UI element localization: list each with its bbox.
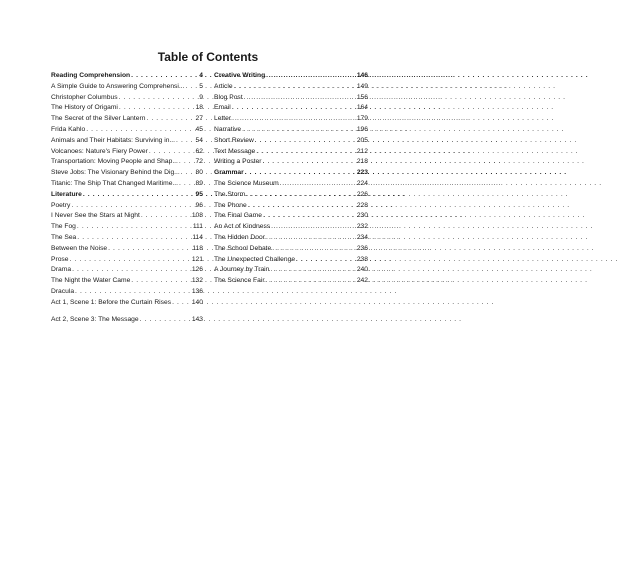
toc-entry-label: Email bbox=[214, 104, 231, 112]
dot-leader bbox=[184, 82, 197, 93]
dot-leader bbox=[244, 168, 355, 179]
dot-leader bbox=[245, 190, 355, 201]
toc-entry[interactable] bbox=[214, 233, 368, 244]
toc-entry[interactable] bbox=[214, 103, 368, 114]
dot-leader bbox=[130, 71, 197, 82]
toc-entry-page: 179 bbox=[356, 115, 368, 123]
toc-entry-page: 45 bbox=[195, 125, 203, 133]
toc-entry[interactable] bbox=[51, 298, 203, 312]
toc-entry-page: 132 bbox=[191, 277, 203, 285]
toc-entry-label: I Never See the Stars at Night bbox=[51, 212, 140, 220]
toc-entry-page: 196 bbox=[356, 125, 368, 133]
toc-entry[interactable] bbox=[214, 255, 368, 266]
toc-entry-label: Article bbox=[214, 82, 233, 90]
dot-leader bbox=[130, 276, 190, 287]
dot-leader bbox=[76, 233, 190, 244]
toc-left-column bbox=[51, 71, 203, 326]
dot-leader bbox=[270, 222, 355, 233]
toc-entry-label: The Fog bbox=[51, 223, 76, 231]
dot-leader bbox=[118, 93, 198, 104]
dot-leader bbox=[271, 244, 355, 255]
toc-entry-label: The Night the Water Came bbox=[51, 277, 131, 285]
dot-leader bbox=[231, 114, 355, 125]
toc-entry[interactable] bbox=[214, 201, 368, 212]
toc-entry-page: 108 bbox=[191, 212, 203, 220]
toc-entry-page: 240 bbox=[356, 266, 368, 274]
toc-entry-label: Creative Writing bbox=[214, 72, 266, 79]
toc-entry[interactable] bbox=[51, 71, 203, 82]
dot-leader bbox=[255, 147, 355, 158]
toc-entry-label: The School Debate bbox=[214, 244, 272, 252]
toc-entry-page: 9 bbox=[199, 93, 203, 101]
toc-entry-page: 62 bbox=[195, 147, 203, 155]
toc-entry[interactable] bbox=[214, 71, 368, 82]
toc-entry-label: Transportation: Moving People and Shap... bbox=[51, 158, 178, 166]
toc-entry-label: The History of Origami bbox=[51, 104, 118, 112]
toc-right-column bbox=[214, 71, 368, 287]
toc-entry[interactable] bbox=[51, 201, 203, 212]
toc-entry-label: The Unexpected Challenge bbox=[214, 255, 296, 263]
dot-leader bbox=[139, 315, 190, 326]
toc-entry[interactable] bbox=[214, 265, 368, 276]
toc-entry-label: Between the Noise bbox=[51, 244, 108, 252]
toc-entry-page: 212 bbox=[356, 147, 368, 155]
dot-leader bbox=[231, 103, 355, 114]
toc-entry-page: 72 bbox=[195, 158, 203, 166]
toc-entry-label: Text Message bbox=[214, 147, 256, 155]
toc-entry-page: 80 bbox=[195, 169, 203, 177]
toc-entry-label: Prose bbox=[51, 255, 69, 263]
toc-entry-page: 96 bbox=[195, 201, 203, 209]
toc-entry-label: Blog Post bbox=[214, 93, 243, 101]
toc-entry[interactable] bbox=[51, 211, 203, 222]
dot-leader bbox=[118, 103, 194, 114]
dot-leader bbox=[269, 265, 354, 276]
toc-entry-page: 89 bbox=[195, 179, 203, 187]
toc-entry-page: 223 bbox=[356, 169, 368, 177]
toc-entry[interactable] bbox=[51, 168, 203, 179]
toc-entry-label: The Phone bbox=[214, 201, 247, 209]
toc-entry-page: 226 bbox=[356, 190, 368, 198]
dot-leader bbox=[262, 211, 355, 222]
toc-entry[interactable] bbox=[214, 93, 368, 104]
toc-entry-page: 242 bbox=[356, 277, 368, 285]
toc-entry-page: 232 bbox=[356, 223, 368, 231]
toc-entry[interactable] bbox=[51, 82, 203, 93]
dot-leader bbox=[180, 168, 194, 179]
toc-entry-page: 149 bbox=[356, 82, 368, 90]
toc-entry-page: 118 bbox=[192, 244, 203, 252]
dot-leader bbox=[145, 114, 193, 125]
toc-entry-page: 95 bbox=[195, 190, 203, 198]
toc-entry[interactable] bbox=[214, 157, 368, 168]
toc-entry-label: The Hidden Door bbox=[214, 233, 265, 241]
toc-entry[interactable] bbox=[51, 190, 203, 201]
dot-leader bbox=[76, 222, 191, 233]
toc-entry-label: Drama bbox=[51, 266, 72, 274]
toc-entry[interactable] bbox=[51, 125, 203, 136]
toc-entry[interactable] bbox=[214, 244, 368, 255]
toc-entry[interactable] bbox=[51, 315, 203, 326]
toc-entry-label: Reading Comprehension bbox=[51, 72, 131, 79]
toc-entry[interactable] bbox=[214, 168, 368, 179]
dot-leader bbox=[241, 125, 355, 136]
toc-entry[interactable] bbox=[51, 287, 203, 298]
dot-leader bbox=[265, 71, 355, 82]
dot-leader bbox=[265, 276, 355, 287]
toc-entry-page: 230 bbox=[356, 212, 368, 220]
toc-entry[interactable] bbox=[51, 244, 203, 255]
toc-entry-label: The Science Fair bbox=[214, 277, 265, 285]
toc-entry-label: The Final Game bbox=[214, 212, 262, 220]
dot-leader bbox=[265, 233, 355, 244]
toc-entry-label: Volcanoes: Nature's Fiery Power bbox=[51, 147, 148, 155]
toc-entry-page: 143 bbox=[191, 315, 203, 323]
toc-entry-label: The Science Museum bbox=[214, 179, 279, 187]
toc-entry[interactable] bbox=[214, 222, 368, 233]
toc-entry-label: Literature bbox=[51, 190, 82, 198]
toc-entry-label: Animals and Their Habitats: Surviving in... bbox=[51, 136, 176, 144]
toc-entry-label: Grammar bbox=[214, 169, 244, 177]
toc-entry-page: 136 bbox=[191, 287, 203, 295]
toc-entry-page: 146 bbox=[356, 72, 368, 79]
toc-entry-label: A Journey by Train bbox=[214, 266, 270, 274]
toc-entry[interactable] bbox=[214, 211, 368, 222]
dot-leader bbox=[233, 82, 355, 93]
toc-entry-page: 224 bbox=[356, 179, 368, 187]
dot-leader bbox=[247, 201, 355, 212]
toc-entry-label: Act 2, Scene 3: The Message bbox=[51, 315, 139, 323]
dot-leader bbox=[178, 179, 194, 190]
toc-entry-label: Short Review bbox=[214, 136, 254, 144]
toc-entry[interactable] bbox=[51, 222, 203, 233]
dot-leader bbox=[107, 244, 190, 255]
toc-entry[interactable] bbox=[214, 179, 368, 190]
toc-entry-page: 140 bbox=[191, 298, 203, 306]
toc-entry-label: An Act of Kindness bbox=[214, 223, 271, 231]
toc-entry-page: 218 bbox=[356, 158, 368, 166]
dot-leader bbox=[175, 136, 194, 147]
dot-leader bbox=[74, 287, 190, 298]
toc-entry-label: Frida Kahlo bbox=[51, 125, 86, 133]
toc-entry-page: 205 bbox=[356, 136, 368, 144]
toc-entry[interactable] bbox=[51, 179, 203, 190]
dot-leader bbox=[295, 255, 355, 266]
dot-leader bbox=[85, 125, 193, 136]
toc-entry-label: Narrative bbox=[214, 125, 242, 133]
toc-entry-label: Act 1, Scene 1: Before the Curtain Rises bbox=[51, 298, 172, 306]
toc-entry-page: 27 bbox=[195, 115, 203, 123]
toc-entry-page: 164 bbox=[356, 104, 368, 112]
toc-entry-label: Titanic: The Ship That Changed Maritime... bbox=[51, 179, 178, 187]
toc-entry-label: The Sea bbox=[51, 233, 77, 241]
toc-entry[interactable] bbox=[214, 190, 368, 201]
dot-leader bbox=[82, 190, 194, 201]
toc-entry-label: A Simple Guide to Answering Comprehensi... bbox=[51, 82, 185, 90]
dot-leader bbox=[279, 179, 355, 190]
toc-entry-label: Writing a Poster bbox=[214, 158, 262, 166]
toc-entry[interactable] bbox=[214, 136, 368, 147]
toc-entry[interactable] bbox=[214, 147, 368, 158]
toc-entry[interactable] bbox=[51, 147, 203, 158]
dot-leader bbox=[70, 201, 193, 212]
toc-entry[interactable] bbox=[51, 114, 203, 125]
toc-entry-label: The Storm bbox=[214, 190, 246, 198]
toc-entry-label: Dracula bbox=[51, 287, 75, 295]
toc-entry[interactable] bbox=[51, 233, 203, 244]
dot-leader bbox=[68, 255, 189, 266]
dot-leader bbox=[148, 147, 194, 158]
toc-entry-page: 236 bbox=[356, 244, 368, 252]
toc-entry-page: 228 bbox=[356, 201, 368, 209]
toc-entry-page: 156 bbox=[356, 93, 368, 101]
toc-entry-page: 4 bbox=[199, 72, 203, 79]
toc-entry-page: 126 bbox=[191, 266, 203, 274]
dot-leader bbox=[140, 211, 190, 222]
toc-entry[interactable] bbox=[214, 114, 368, 125]
toc-entry-label: Christopher Columbus bbox=[51, 93, 118, 101]
dot-leader bbox=[254, 136, 355, 147]
toc-entry-page: 54 bbox=[195, 136, 203, 144]
toc-entry-page: 114 bbox=[192, 233, 203, 241]
toc-entry[interactable] bbox=[51, 265, 203, 276]
toc-entry-label: Letter bbox=[214, 115, 232, 123]
toc-entry[interactable] bbox=[214, 125, 368, 136]
dot-leader bbox=[171, 298, 190, 309]
page-title: Table of Contents bbox=[157, 50, 259, 64]
toc-entry[interactable] bbox=[51, 157, 203, 168]
dot-leader bbox=[71, 265, 190, 276]
toc-entry[interactable] bbox=[51, 255, 203, 266]
toc-entry[interactable] bbox=[214, 276, 368, 287]
dot-leader bbox=[178, 157, 194, 168]
toc-entry-page: 234 bbox=[356, 233, 368, 241]
dot-leader bbox=[243, 93, 355, 104]
toc-entry[interactable] bbox=[51, 136, 203, 147]
toc-entry-page: 111 bbox=[192, 223, 203, 231]
toc-entry-page: 18 bbox=[195, 104, 203, 112]
toc-entry-page: 121 bbox=[191, 255, 203, 263]
toc-entry-label: Steve Jobs: The Visionary Behind the Dig... bbox=[51, 169, 180, 177]
toc-entry[interactable] bbox=[51, 103, 203, 114]
dot-leader bbox=[261, 157, 354, 168]
toc-entry[interactable] bbox=[51, 276, 203, 287]
toc-entry-page: 238 bbox=[356, 255, 368, 263]
toc-entry-label: Poetry bbox=[51, 201, 71, 209]
toc-entry[interactable] bbox=[214, 82, 368, 93]
toc-entry-page: 5 bbox=[199, 82, 203, 90]
toc-entry[interactable] bbox=[51, 93, 203, 104]
toc-entry-label: The Secret of the Silver Lantern bbox=[51, 115, 146, 123]
